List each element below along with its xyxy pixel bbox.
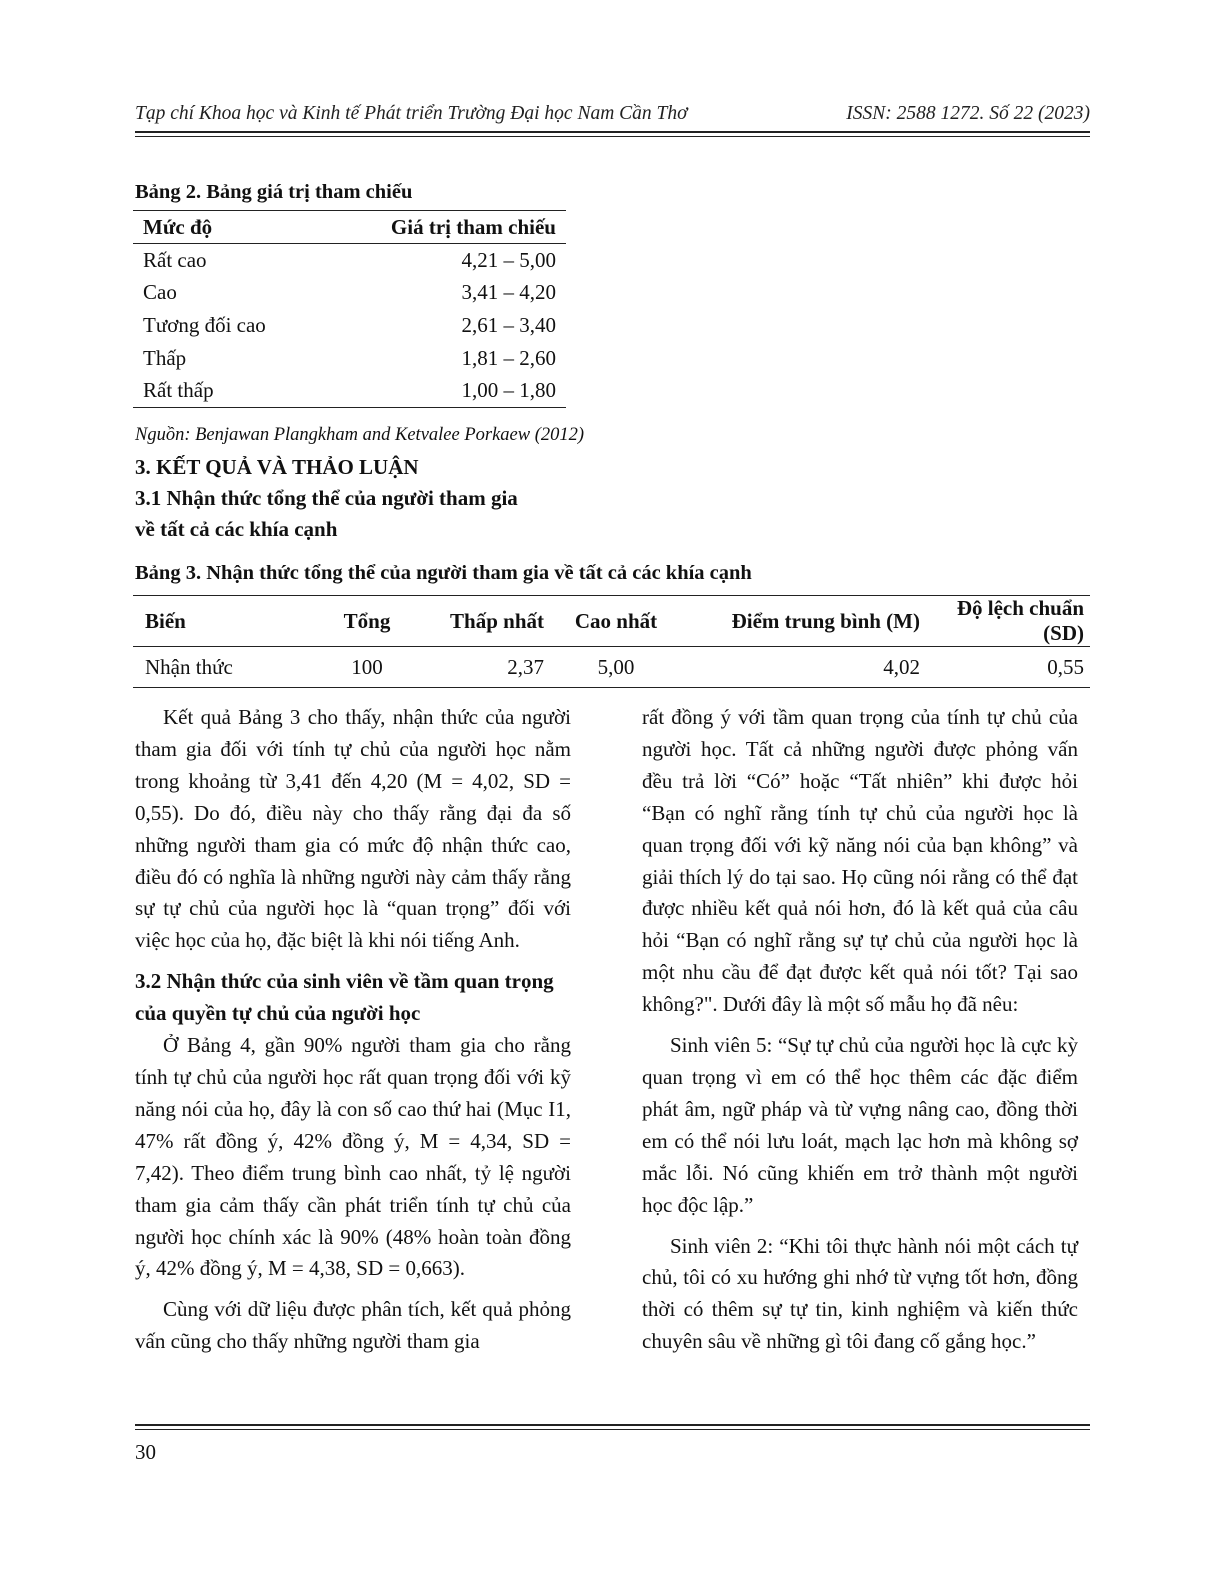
table2-source: Nguồn: Benjawan Plangkham and Ketvalee Porkaew (2012) bbox=[135, 425, 585, 445]
section32-title: 3.2 Nhận thức của sinh viên về tầm quan trọng của quyền tự chủ của người học bbox=[135, 969, 554, 1026]
table3-header-total: Tổng bbox=[321, 596, 413, 647]
right-column bbox=[642, 702, 1078, 1358]
table-cell: Cao bbox=[143, 280, 177, 305]
table-row bbox=[133, 374, 566, 407]
table-cell: 5,00 bbox=[550, 647, 682, 688]
paragraph: rất đồng ý với tầm quan trọng của tính tự chủ của người học. Tất cả những người được phỏng vấn đều trả lời “Có” hoặc “Tất nhiên” khi được hỏi “Bạn có nghĩ rằng tính tự chủ của người học là quan trọng đối với kỹ năng nói của bạn không” và giải thích lý do tại sao. Họ cũng nói rằng có thể đạt được nhiều kết quả nói hơn, đó là kết quả của câu hỏi “Bạn có nghĩ rằng sự tự chủ của người học là một nhu cầu để đạt được kết quả nói tốt? Tại sao không?". Dưới đây là một số mẫu họ đã nêu: bbox=[642, 705, 1078, 1017]
table3-header-variable: Biến bbox=[133, 596, 321, 647]
table-cell: 1,00 – 1,80 bbox=[322, 374, 566, 407]
table3-header-mean: Điểm trung bình (M) bbox=[682, 596, 926, 647]
table-row bbox=[133, 277, 566, 310]
table-cell: 2,37 bbox=[413, 647, 550, 688]
section3-title: 3. KẾT QUẢ VÀ THẢO LUẬN bbox=[135, 455, 419, 479]
table2-header-row bbox=[133, 211, 566, 244]
table2 bbox=[133, 210, 566, 408]
page-number: 30 bbox=[135, 1440, 156, 1464]
table-cell: Rất thấp bbox=[133, 374, 322, 407]
journal-title: Tạp chí Khoa học và Kinh tế Phát triển Trường Đại học Nam Cần Thơ bbox=[135, 103, 688, 124]
table-cell: 4,21 – 5,00 bbox=[461, 247, 556, 272]
table-row bbox=[133, 309, 566, 342]
paragraph: Kết quả Bảng 3 cho thấy, nhận thức của người tham gia đối với tính tự chủ của người học nằm trong khoảng từ 3,41 đến 4,20 (M = 4,02, SD = 0,55). Do đó, điều này cho thấy rằng đại đa số những người tham gia có mức độ nhận thức cao, điều đó có nghĩa là những người này cảm thấy rằng sự tự chủ của người học là “quan trọng” đối với việc học của họ, đặc biệt là khi nói tiếng Anh. bbox=[135, 705, 571, 953]
table-cell: Nhận thức bbox=[133, 647, 321, 688]
table-cell: 3,41 – 4,20 bbox=[461, 280, 556, 305]
table-cell: 4,02 bbox=[682, 647, 926, 688]
table3-header-min: Thấp nhất bbox=[413, 596, 550, 647]
table-row bbox=[133, 647, 1090, 688]
section31-title-line1: 3.1 Nhận thức tổng thể của người tham gia bbox=[135, 486, 518, 510]
table3-header-row bbox=[133, 596, 1090, 647]
issn-label: ISSN: 2588 1272. Số 22 (2023) bbox=[846, 103, 1090, 124]
paragraph: Cùng với dữ liệu được phân tích, kết quả phỏng vấn cũng cho thấy những người tham gia bbox=[135, 1297, 571, 1354]
table-row bbox=[133, 342, 566, 375]
table-cell: 1,81 – 2,60 bbox=[461, 345, 556, 370]
footer-rule-bottom bbox=[135, 1429, 1090, 1430]
table-cell: Tương đối cao bbox=[143, 312, 266, 337]
table2-header-level: Mức độ bbox=[133, 211, 322, 244]
header-rule-bottom bbox=[135, 136, 1090, 137]
table3 bbox=[133, 595, 1090, 688]
table-cell: 100 bbox=[321, 647, 413, 688]
table3-caption: Bảng 3. Nhận thức tổng thể của người tham gia về tất cả các khía cạnh bbox=[135, 562, 752, 584]
footer-rule-top bbox=[135, 1424, 1090, 1426]
table3-header-max: Cao nhất bbox=[550, 596, 682, 647]
paragraph: Ở Bảng 4, gần 90% người tham gia cho rằng tính tự chủ của người học rất quan trọng đối với kỹ năng nói của họ, đây là con số cao thứ hai (Mục I1, 47% rất đồng ý, 42% đồng ý, M = 4,34, SD = 7,42). Theo điểm trung bình cao nhất, tỷ lệ người tham gia cảm thấy cần phát triển tính tự chủ của người học chính xác là 90% (48% hoàn toàn đồng ý, 42% đồng ý, M = 4,38, SD = 0,663). bbox=[135, 1033, 571, 1281]
table-row bbox=[133, 244, 566, 277]
table-cell: Rất cao bbox=[143, 247, 207, 272]
paragraph: Sinh viên 2: “Khi tôi thực hành nói một cách tự chủ, tôi có xu hướng ghi nhớ từ vựng tốt hơn, đồng thời có thêm sự tự tin, kinh nghiệm và kiến thức chuyên sâu về những gì tôi đang cố gắng học.” bbox=[642, 1233, 1078, 1354]
table2-caption: Bảng 2. Bảng giá trị tham chiếu bbox=[135, 181, 413, 203]
table2-header-reference: Giá trị tham chiếu bbox=[322, 211, 566, 244]
left-column bbox=[135, 702, 571, 1358]
table-cell: Thấp bbox=[143, 345, 187, 370]
section31-title-line2: về tất cả các khía cạnh bbox=[135, 517, 338, 541]
header-rule-top bbox=[135, 131, 1090, 133]
paragraph: Sinh viên 5: “Sự tự chủ của người học là cực kỳ quan trọng vì em có thể học thêm các đặc điểm phát âm, ngữ pháp và từ vựng nâng cao, đồng thời em có thể nói lưu loát, mạch lạc hơn mà không sợ mắc lỗi. Nó cũng khiến em trở thành một người học độc lập.” bbox=[642, 1033, 1078, 1217]
table3-header-sd: Độ lệch chuẩn (SD) bbox=[926, 596, 1090, 647]
table-cell: 0,55 bbox=[926, 647, 1090, 688]
table-cell: 2,61 – 3,40 bbox=[461, 312, 556, 337]
